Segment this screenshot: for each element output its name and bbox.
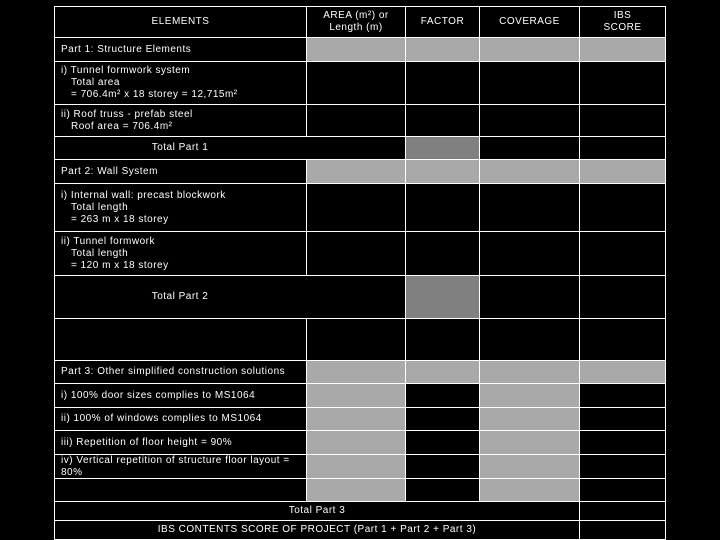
part2-item1-score-cell (579, 183, 666, 232)
part3-total (54, 501, 580, 521)
part3-total-label: Total Part 3 (288, 505, 346, 516)
header-elements-label: ELEMENTS (151, 16, 210, 27)
part3-item1 (54, 383, 307, 408)
part1-item1-line1: i) Tunnel formwork system (61, 65, 191, 76)
part2-item2-score-cell (579, 231, 666, 276)
part2-item2-factor-cell (405, 231, 480, 276)
part1-item2-factor-cell (405, 104, 480, 137)
header-factor (405, 6, 480, 38)
part3-item4-factor-cell (405, 454, 480, 479)
blank-row-elements-cell (54, 318, 307, 361)
part3-item3-coverage-cell (479, 430, 580, 455)
part3-blank-factor-cell (405, 478, 480, 502)
part3-item4-coverage-cell (479, 454, 580, 479)
part1-total-label: Total Part 1 (151, 142, 209, 153)
part3-blank-score-cell (579, 478, 666, 502)
part2-total-coverage-cell (479, 275, 580, 319)
part1-item2-line1: ii) Roof truss - prefab steel (61, 108, 193, 120)
part2-item2-line2: Total length (71, 247, 129, 259)
part2-item2-line3: = 120 m x 18 storey (71, 259, 169, 271)
part1-item1-area-cell (306, 61, 406, 105)
part3-item2-text: ii) 100% of windows complies to MS1064 (61, 413, 262, 424)
part1-item2-score-cell (579, 104, 666, 137)
part1-item1-coverage-cell (479, 61, 580, 105)
part3-item1-text: i) 100% door sizes complies to MS1064 (61, 389, 256, 401)
part1-item1-line2: Total area (71, 77, 120, 88)
header-area (306, 6, 406, 38)
part2-total-factor-cell (405, 275, 480, 319)
part3-title-coverage-cell (479, 360, 580, 384)
part3-title-text: Part 3: Other simplified construction solutions (61, 366, 286, 377)
blank-row-factor-cell (405, 318, 480, 361)
part3-item2-coverage-cell (479, 407, 580, 431)
header-ibs-line2: SCORE (603, 22, 642, 33)
part3-total-score-cell (579, 501, 666, 521)
part3-item2-score-cell (579, 407, 666, 431)
part3-item3 (54, 430, 307, 455)
part1-item2-line2: Roof area = 706.4m² (71, 120, 173, 132)
part1-title-score-cell (579, 37, 666, 62)
part2-item2-area-cell (306, 231, 406, 276)
part2-item2-coverage-cell (479, 231, 580, 276)
part1-item1 (54, 61, 307, 105)
part2-title-coverage-cell (479, 159, 580, 184)
header-coverage (479, 6, 580, 38)
part2-total-score-cell (579, 275, 666, 319)
ibs-contents-score-label (54, 520, 580, 540)
part2-item2 (54, 231, 307, 276)
part1-total-score-cell (579, 136, 666, 160)
part2-title-score-cell (579, 159, 666, 184)
blank-row-score-cell (579, 318, 666, 361)
part1-title-text: Part 1: Structure Elements (61, 43, 192, 55)
part2-title (54, 159, 307, 184)
part3-title (54, 360, 307, 384)
part3-item2-factor-cell (405, 407, 480, 431)
part2-item1-line3: = 263 m x 18 storey (71, 213, 169, 225)
part2-item1-line2: Total length (71, 201, 129, 213)
part2-title-factor-cell (405, 159, 480, 184)
part2-item1-area-cell (306, 183, 406, 232)
part1-total-factor-cell (405, 136, 480, 160)
part1-title-factor-cell (405, 37, 480, 62)
part3-blank-elements-cell (54, 478, 307, 502)
part2-item2-line1: ii) Tunnel formwork (61, 235, 155, 247)
part1-item2-area-cell (306, 104, 406, 137)
part3-title-score-cell (579, 360, 666, 384)
part1-title-area-cell (306, 37, 406, 62)
part3-item1-coverage-cell (479, 383, 580, 408)
part2-total (54, 275, 406, 319)
part1-title-coverage-cell (479, 37, 580, 62)
ibs-contents-score-text: IBS CONTENTS SCORE OF PROJECT (Part 1 + Part 2 + Part 3) (157, 524, 477, 535)
header-ibs-score (579, 6, 666, 38)
part2-item1 (54, 183, 307, 232)
part1-item2 (54, 104, 307, 137)
part1-item1-line3: = 706.4m² x 18 storey = 12,715m² (71, 89, 238, 100)
blank-row-coverage-cell (479, 318, 580, 361)
part3-item4-area-cell (306, 454, 406, 479)
part3-item3-text: iii) Repetition of floor height = 90% (61, 436, 233, 448)
header-coverage-label: COVERAGE (499, 16, 560, 27)
header-elements (54, 6, 307, 38)
part3-item2-area-cell (306, 407, 406, 431)
part3-item1-score-cell (579, 383, 666, 408)
part2-total-label: Total Part 2 (151, 291, 209, 302)
header-area-line2: Length (m) (329, 22, 383, 33)
part2-title-text: Part 2: Wall System (61, 165, 158, 177)
part3-blank-area-cell (306, 478, 406, 502)
part3-item4 (54, 454, 307, 479)
part3-item4-text: iv) Vertical repetition of structure floor layout = 80% (61, 454, 290, 478)
blank-row-area-cell (306, 318, 406, 361)
part3-item4-score-cell (579, 454, 666, 479)
part3-title-factor-cell (405, 360, 480, 384)
part3-title-area-cell (306, 360, 406, 384)
header-ibs-line1: IBS (613, 10, 632, 21)
part3-item3-area-cell (306, 430, 406, 455)
part3-blank-coverage-cell (479, 478, 580, 502)
header-factor-label: FACTOR (420, 16, 465, 27)
ibs-contents-score-cell (579, 520, 666, 540)
part1-item2-coverage-cell (479, 104, 580, 137)
part3-item2 (54, 407, 307, 431)
part2-item1-coverage-cell (479, 183, 580, 232)
part3-item1-factor-cell (405, 383, 480, 408)
part1-item1-factor-cell (405, 61, 480, 105)
header-area-line1: AREA (m²) or (323, 10, 389, 21)
part3-item3-factor-cell (405, 430, 480, 455)
part3-item1-area-cell (306, 383, 406, 408)
part3-item3-score-cell (579, 430, 666, 455)
part1-total-coverage-cell (479, 136, 580, 160)
part1-title (54, 37, 307, 62)
part2-title-area-cell (306, 159, 406, 184)
part2-item1-line1: i) Internal wall: precast blockwork (61, 189, 226, 201)
part1-item1-score-cell (579, 61, 666, 105)
part1-total (54, 136, 406, 160)
part2-item1-factor-cell (405, 183, 480, 232)
